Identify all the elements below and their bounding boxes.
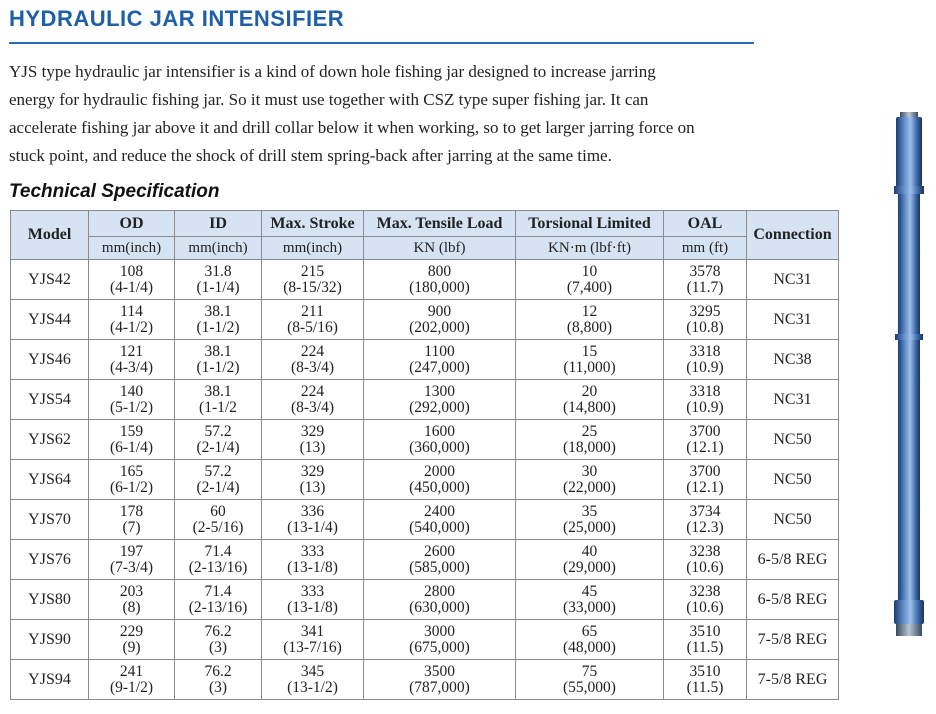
cell-torsional: 65 (48,000) xyxy=(516,620,664,660)
cell-oal: 3238 (10.6) xyxy=(664,580,747,620)
table-row xyxy=(11,260,839,300)
table-row xyxy=(11,620,839,660)
cell-stroke: 336 (13-1/4) xyxy=(262,500,364,540)
cell-tensile: 2400 (540,000) xyxy=(364,500,516,540)
cell-id: 38.1 (1-1/2) xyxy=(175,340,262,380)
unit-id: mm(inch) xyxy=(175,237,262,260)
cell-id: 57.2 (2-1/4) xyxy=(175,420,262,460)
cell-stroke: 345 (13-1/2) xyxy=(262,660,364,700)
tool-upper-body xyxy=(896,117,922,187)
cell-torsional: 12 (8,800) xyxy=(516,300,664,340)
cell-stroke: 329 (13) xyxy=(262,420,364,460)
cell-torsional: 40 (29,000) xyxy=(516,540,664,580)
cell-stroke: 333 (13-1/8) xyxy=(262,540,364,580)
cell-oal: 3510 (11.5) xyxy=(664,660,747,700)
intro-line: YJS type hydraulic jar intensifier is a kind of down hole fishing jar designed to increase jarring xyxy=(9,62,656,81)
table-row xyxy=(11,340,839,380)
cell-connection: NC50 xyxy=(747,500,839,540)
cell-stroke: 329 (13) xyxy=(262,460,364,500)
cell-connection: NC50 xyxy=(747,420,839,460)
cell-stroke: 224 (8-3/4) xyxy=(262,340,364,380)
table-row xyxy=(11,500,839,540)
cell-torsional: 30 (22,000) xyxy=(516,460,664,500)
title-divider xyxy=(9,42,754,44)
cell-od: 121 (4-3/4) xyxy=(89,340,175,380)
intro-line: accelerate fishing jar above it and drill collar below it when working, so to get larger jarring force on xyxy=(9,118,695,137)
cell-torsional: 35 (25,000) xyxy=(516,500,664,540)
cell-connection: NC31 xyxy=(747,300,839,340)
cell-connection: 7-5/8 REG xyxy=(747,660,839,700)
cell-model: YJS44 xyxy=(11,300,89,340)
cell-model: YJS42 xyxy=(11,260,89,300)
tool-mandrel xyxy=(898,194,920,334)
cell-id: 38.1 (1-1/2) xyxy=(175,300,262,340)
cell-oal: 3578 (11.7) xyxy=(664,260,747,300)
cell-torsional: 25 (18,000) xyxy=(516,420,664,460)
cell-connection: NC38 xyxy=(747,340,839,380)
cell-id: 76.2 (3) xyxy=(175,620,262,660)
tool-bottom-box xyxy=(896,624,922,636)
cell-tensile: 800 (180,000) xyxy=(364,260,516,300)
cell-torsional: 15 (11,000) xyxy=(516,340,664,380)
unit-oal: mm (ft) xyxy=(664,237,747,260)
intro-line: stuck point, and reduce the shock of drill stem spring-back after jarring at the same time. xyxy=(9,146,612,165)
tool-lower-body xyxy=(898,340,920,600)
header-row xyxy=(11,211,839,237)
cell-tensile: 1300 (292,000) xyxy=(364,380,516,420)
cell-tensile: 3500 (787,000) xyxy=(364,660,516,700)
cell-torsional: 75 (55,000) xyxy=(516,660,664,700)
header-model: Model xyxy=(11,211,89,260)
cell-stroke: 341 (13-7/16) xyxy=(262,620,364,660)
units-row xyxy=(11,237,839,260)
cell-id: 57.2 (2-1/4) xyxy=(175,460,262,500)
cell-connection: NC50 xyxy=(747,460,839,500)
cell-id: 71.4 (2-13/16) xyxy=(175,580,262,620)
header-od: OD xyxy=(89,211,175,237)
spec-table xyxy=(10,210,839,700)
cell-connection: NC31 xyxy=(747,260,839,300)
cell-model: YJS90 xyxy=(11,620,89,660)
cell-tensile: 1100 (247,000) xyxy=(364,340,516,380)
cell-oal: 3238 (10.6) xyxy=(664,540,747,580)
cell-oal: 3734 (12.3) xyxy=(664,500,747,540)
cell-oal: 3295 (10.8) xyxy=(664,300,747,340)
cell-tensile: 2800 (630,000) xyxy=(364,580,516,620)
cell-od: 108 (4-1/4) xyxy=(89,260,175,300)
cell-tensile: 3000 (675,000) xyxy=(364,620,516,660)
cell-id: 38.1 (1-1/2 xyxy=(175,380,262,420)
cell-tensile: 1600 (360,000) xyxy=(364,420,516,460)
cell-oal: 3700 (12.1) xyxy=(664,420,747,460)
tool-joint xyxy=(895,334,923,340)
unit-stroke: mm(inch) xyxy=(262,237,364,260)
header-tensile: Max. Tensile Load xyxy=(364,211,516,237)
cell-model: YJS94 xyxy=(11,660,89,700)
unit-od: mm(inch) xyxy=(89,237,175,260)
cell-od: 229 (9) xyxy=(89,620,175,660)
tool-collar xyxy=(894,186,924,194)
cell-model: YJS76 xyxy=(11,540,89,580)
cell-tensile: 2000 (450,000) xyxy=(364,460,516,500)
cell-torsional: 20 (14,800) xyxy=(516,380,664,420)
header-id: ID xyxy=(175,211,262,237)
table-row xyxy=(11,540,839,580)
tool-sub xyxy=(894,600,924,624)
cell-connection: 7-5/8 REG xyxy=(747,620,839,660)
table-row xyxy=(11,300,839,340)
cell-stroke: 224 (8-3/4) xyxy=(262,380,364,420)
cell-connection: 6-5/8 REG xyxy=(747,540,839,580)
cell-model: YJS46 xyxy=(11,340,89,380)
cell-od: 241 (9-1/2) xyxy=(89,660,175,700)
cell-torsional: 45 (33,000) xyxy=(516,580,664,620)
cell-connection: 6-5/8 REG xyxy=(747,580,839,620)
unit-tensile: KN (lbf) xyxy=(364,237,516,260)
cell-model: YJS64 xyxy=(11,460,89,500)
intro-paragraph xyxy=(9,58,779,170)
cell-od: 140 (5-1/2) xyxy=(89,380,175,420)
cell-id: 31.8 (1-1/4) xyxy=(175,260,262,300)
table-row xyxy=(11,420,839,460)
cell-od: 159 (6-1/4) xyxy=(89,420,175,460)
cell-connection: NC31 xyxy=(747,380,839,420)
cell-od: 203 (8) xyxy=(89,580,175,620)
header-stroke: Max. Stroke xyxy=(262,211,364,237)
cell-od: 178 (7) xyxy=(89,500,175,540)
header-torsional: Torsional Limited xyxy=(516,211,664,237)
intro-line: energy for hydraulic fishing jar. So it must use together with CSZ type super fishing jar. It can xyxy=(9,90,649,109)
cell-od: 114 (4-1/2) xyxy=(89,300,175,340)
table-row xyxy=(11,660,839,700)
cell-oal: 3510 (11.5) xyxy=(664,620,747,660)
header-connection: Connection xyxy=(747,211,839,260)
cell-stroke: 333 (13-1/8) xyxy=(262,580,364,620)
cell-oal: 3318 (10.9) xyxy=(664,380,747,420)
table-row xyxy=(11,380,839,420)
cell-model: YJS54 xyxy=(11,380,89,420)
jar-intensifier-illustration xyxy=(890,112,928,636)
cell-stroke: 211 (8-5/16) xyxy=(262,300,364,340)
cell-oal: 3700 (12.1) xyxy=(664,460,747,500)
header-oal: OAL xyxy=(664,211,747,237)
page-title: HYDRAULIC JAR INTENSIFIER xyxy=(9,6,345,31)
cell-model: YJS70 xyxy=(11,500,89,540)
cell-oal: 3318 (10.9) xyxy=(664,340,747,380)
cell-id: 71.4 (2-13/16) xyxy=(175,540,262,580)
cell-tensile: 2600 (585,000) xyxy=(364,540,516,580)
cell-id: 60 (2-5/16) xyxy=(175,500,262,540)
cell-torsional: 10 (7,400) xyxy=(516,260,664,300)
cell-model: YJS62 xyxy=(11,420,89,460)
table-row xyxy=(11,460,839,500)
cell-id: 76.2 (3) xyxy=(175,660,262,700)
cell-od: 165 (6-1/2) xyxy=(89,460,175,500)
spec-section-title: Technical Specification xyxy=(9,181,220,202)
unit-torsional: KN·m (lbf·ft) xyxy=(516,237,664,260)
cell-stroke: 215 (8-15/32) xyxy=(262,260,364,300)
cell-od: 197 (7-3/4) xyxy=(89,540,175,580)
cell-tensile: 900 (202,000) xyxy=(364,300,516,340)
cell-model: YJS80 xyxy=(11,580,89,620)
table-row xyxy=(11,580,839,620)
